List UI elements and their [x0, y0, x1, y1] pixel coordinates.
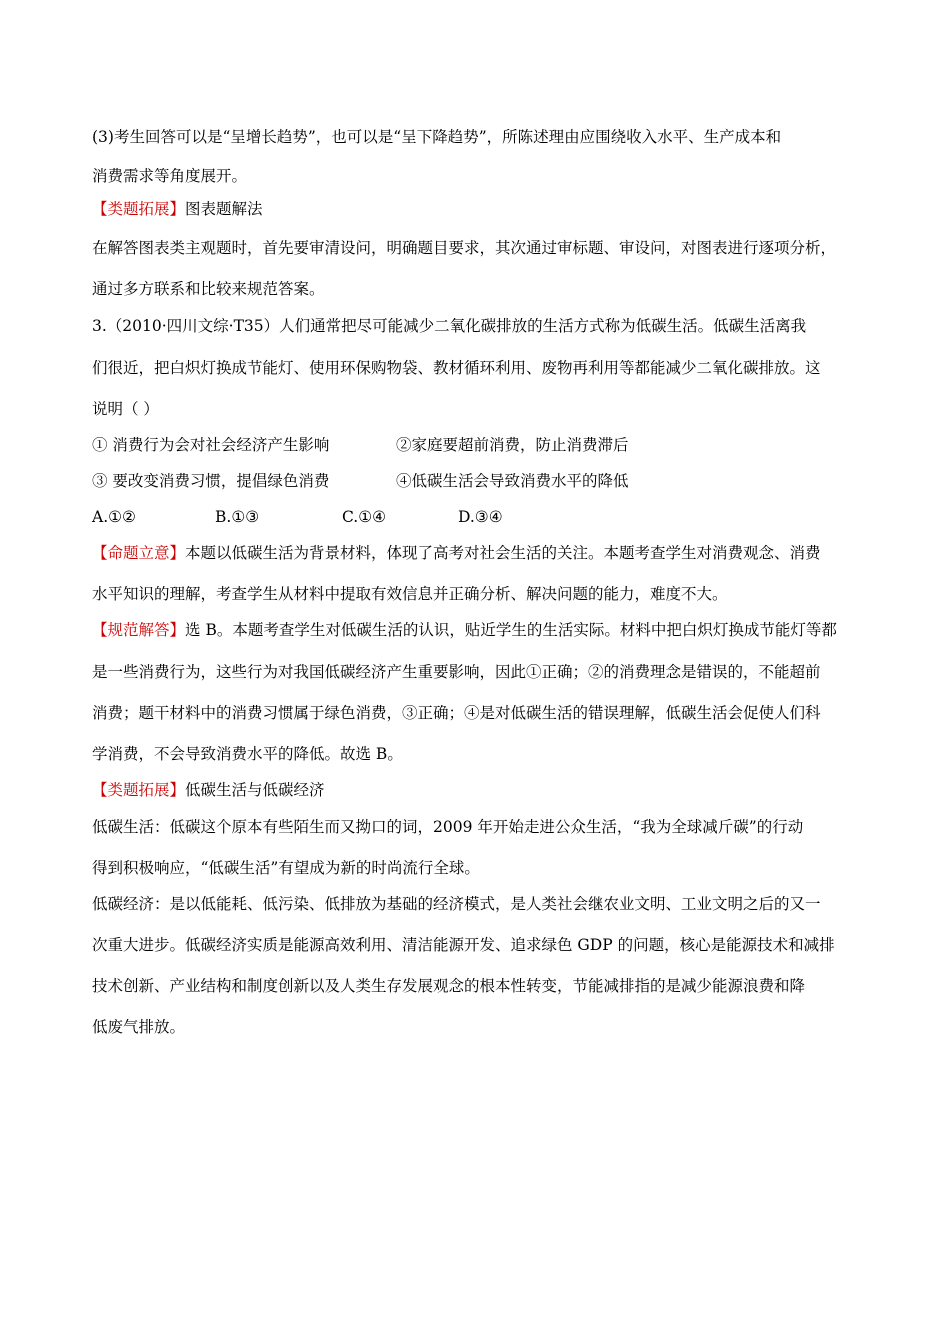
- low-carbon-economy-line-1: 低碳经济：是以低能耗、低污染、低排放为基础的经济模式，是人类社会继农业文明、工业文明之后的又一: [92, 895, 821, 913]
- extension-2-tag: 【类题拓展】: [92, 781, 186, 799]
- question-3-line-2: 们很近，把白炽灯换成节能灯、使用环保购物袋、教材循环利用、废物再利用等都能减少二氧化碳排放。这: [92, 359, 821, 377]
- statement-1: ① 消费行为会对社会经济产生影响: [92, 436, 330, 454]
- question-3-line-1: 3.（2010·四川文综·T35）人们通常把尽可能减少二氧化碳排放的生活方式称为低碳生活。低碳生活离我: [92, 317, 807, 335]
- intent-line-1: [92, 543, 821, 563]
- low-carbon-economy-line-2: 次重大进步。低碳经济实质是能源高效利用、清洁能源开发、追求绿色 GDP 的问题，核心是能源技术和减排: [92, 936, 835, 954]
- intent-text-1: 本题以低碳生活为背景材料，体现了高考对社会生活的关注。本题考查学生对消费观念、消费: [185, 544, 821, 562]
- answer-line-3: 消费；题干材料中的消费习惯属于绿色消费，③正确；④是对低碳生活的错误理解，低碳生活会促使人们科: [92, 704, 821, 722]
- choice-a: A.①②: [92, 508, 136, 526]
- extension-2-title: 低碳生活与低碳经济: [185, 781, 325, 799]
- intent-line-2: 水平知识的理解，考查学生从材料中提取有效信息并正确分析、解决问题的能力，难度不大。: [92, 585, 728, 603]
- answer-line-4: 学消费，不会导致消费水平的降低。故选 B。: [92, 745, 403, 763]
- extension-1-tag: 【类题拓展】: [92, 200, 186, 218]
- answer-tag: 【规范解答】: [92, 621, 186, 639]
- low-carbon-economy-line-4: 低废气排放。: [92, 1018, 186, 1036]
- answer-line-1: [92, 620, 837, 640]
- answer-line-2: 是一些消费行为，这些行为对我国低碳经济产生重要影响，因此①正确；②的消费理念是错误的，不能超前: [92, 663, 821, 681]
- question-3-line-3: 说明（ ）: [92, 400, 159, 418]
- extension-1-line-1: 在解答图表类主观题时，首先要审清设问，明确题目要求，其次通过审标题、审设问，对图表进行逐项分析，: [92, 239, 837, 257]
- statement-3: ③ 要改变消费习惯，提倡绿色消费: [92, 472, 330, 490]
- choice-c: C.①④: [342, 508, 387, 526]
- paragraph-3-line-2: 消费需求等角度展开。: [92, 167, 248, 185]
- extension-2-heading: [92, 780, 325, 800]
- extension-1-heading: [92, 199, 263, 219]
- intent-tag: 【命题立意】: [92, 544, 186, 562]
- extension-1-title: 图表题解法: [185, 200, 263, 218]
- statement-4: ④低碳生活会导致消费水平的降低: [396, 472, 629, 490]
- low-carbon-economy-line-3: 技术创新、产业结构和制度创新以及人类生存发展观念的根本性转变，节能减排指的是减少能源浪费和降: [92, 977, 806, 995]
- low-carbon-life-line-2: 得到积极响应，“低碳生活”有望成为新的时尚流行全球。: [92, 859, 480, 877]
- answer-text-1: 选 B。本题考查学生对低碳生活的认识，贴近学生的生活实际。材料中把白炽灯换成节能灯等都: [185, 621, 837, 639]
- paragraph-3-line-1: (3)考生回答可以是“呈增长趋势”，也可以是“呈下降趋势”，所陈述理由应围绕收入水平、生产成本和: [92, 128, 782, 146]
- extension-1-line-2: 通过多方联系和比较来规范答案。: [92, 280, 325, 298]
- statement-2: ②家庭要超前消费，防止消费滞后: [396, 436, 629, 454]
- low-carbon-life-line-1: 低碳生活：低碳这个原本有些陌生而又拗口的词，2009 年开始走进公众生活，“我为全球减斤碳”的行动: [92, 818, 804, 836]
- choice-b: B.①③: [215, 508, 260, 526]
- choice-d: D.③④: [458, 508, 503, 526]
